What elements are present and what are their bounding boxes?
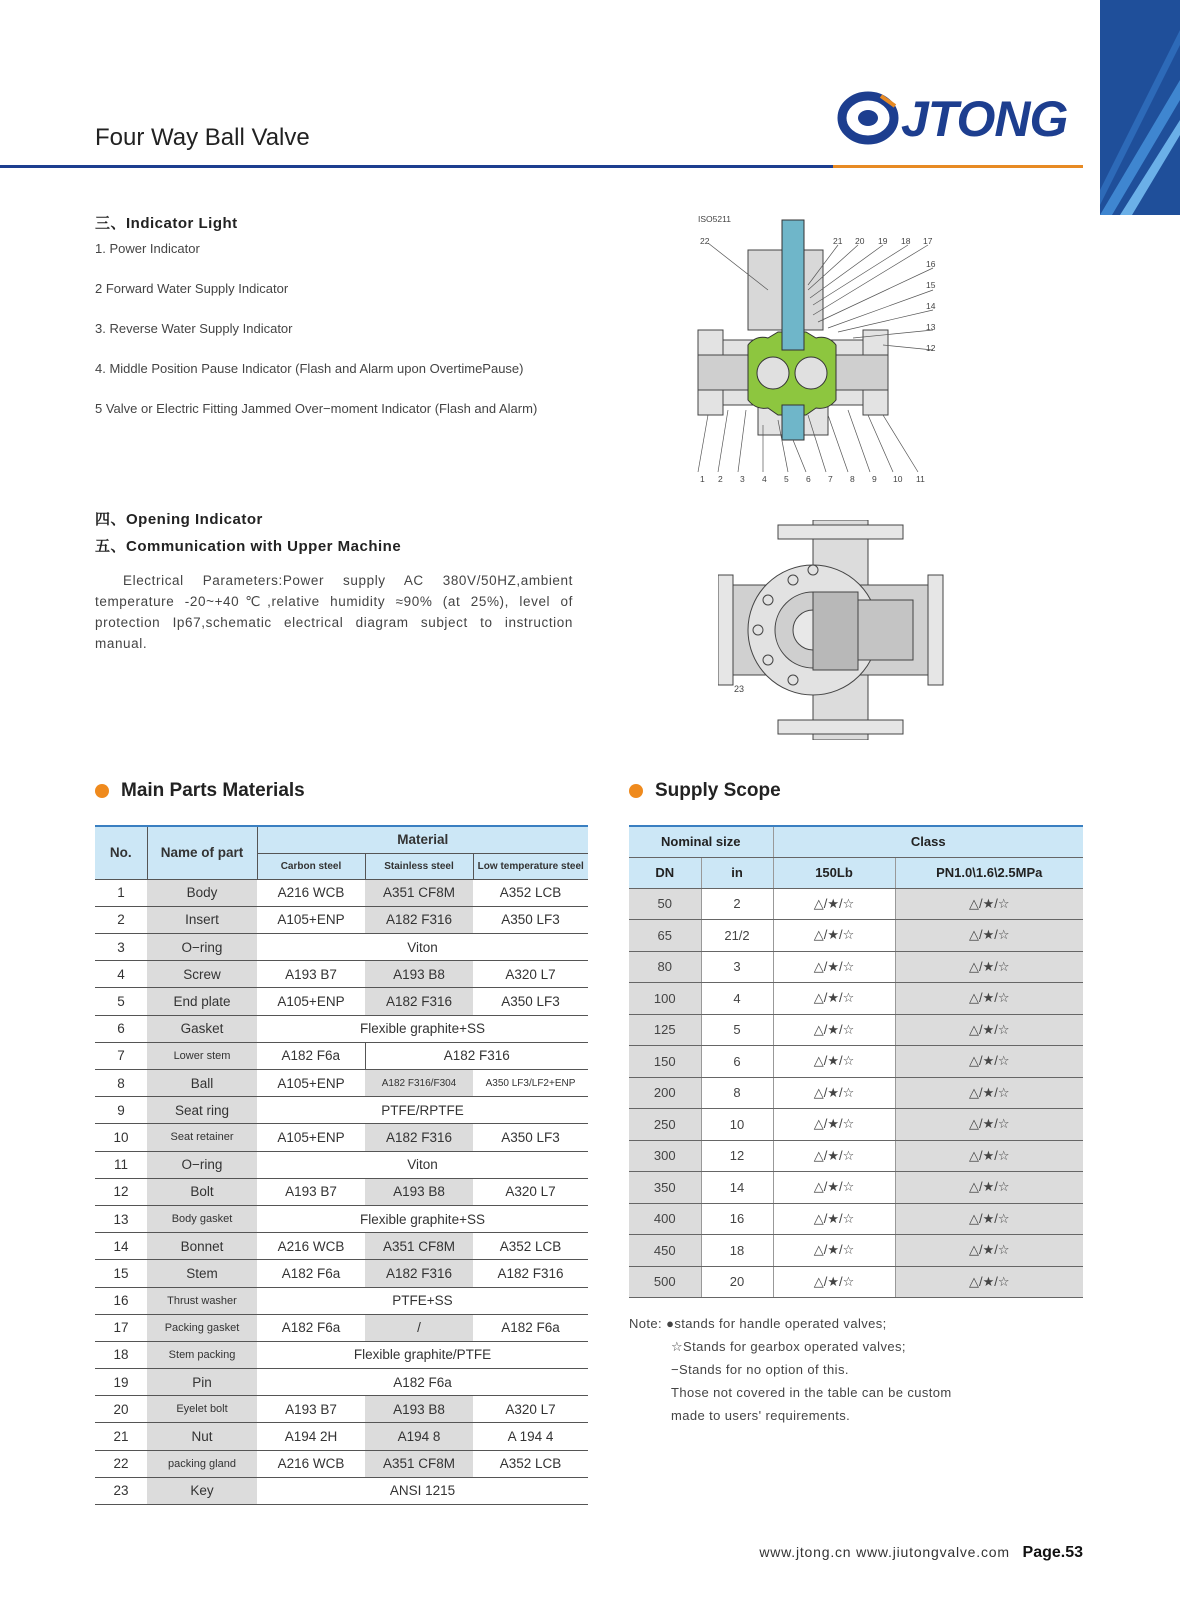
cell-low-temp: A350 LF3/LF2+ENP — [473, 1070, 588, 1097]
callout-label: 15 — [926, 280, 936, 290]
page-title: Four Way Ball Valve — [95, 124, 310, 151]
cell-in: 6 — [701, 1046, 773, 1078]
corner-stripe-graphic — [1100, 0, 1180, 215]
cell-pn: △/★/☆ — [895, 1140, 1083, 1172]
cell-stainless: A182 F316 — [365, 1260, 473, 1287]
parts-materials-table — [95, 825, 588, 1505]
callout-label: 10 — [893, 474, 903, 484]
cell-stainless: A182 F316 — [365, 1124, 473, 1151]
cell-name: Seat ring — [147, 1097, 257, 1124]
header-rule-orange — [833, 165, 1083, 168]
cell-low-temp: A350 LF3 — [473, 906, 588, 933]
section-title-text: Supply Scope — [655, 780, 781, 801]
cell-low-temp: A320 L7 — [473, 1178, 588, 1205]
cell-name: Bolt — [147, 1178, 257, 1205]
cell-pn: △/★/☆ — [895, 1014, 1083, 1046]
col-header-low-temp: Low temperature steel — [473, 853, 588, 879]
cell-carbon: A193 B7 — [257, 1178, 365, 1205]
table-row — [95, 988, 588, 1015]
supply-table-body — [629, 888, 1083, 1298]
table-row — [95, 1314, 588, 1341]
cell-dn: 300 — [629, 1140, 701, 1172]
cell-material-span: Flexible graphite/PTFE — [257, 1341, 588, 1368]
parts-table-body — [95, 879, 588, 1504]
col-header-stainless: Stainless steel — [365, 853, 473, 879]
callout-label: 11 — [916, 474, 925, 484]
table-row — [629, 1172, 1083, 1204]
cell-no: 8 — [95, 1070, 147, 1097]
cell-stainless: A351 CF8M — [365, 879, 473, 906]
cell-no: 18 — [95, 1341, 147, 1368]
cell-150lb: △/★/☆ — [773, 983, 895, 1015]
cell-no: 15 — [95, 1260, 147, 1287]
cell-carbon: A216 WCB — [257, 1450, 365, 1477]
cell-pn: △/★/☆ — [895, 983, 1083, 1015]
table-row — [95, 1178, 588, 1205]
cell-no: 21 — [95, 1423, 147, 1450]
cell-in: 10 — [701, 1109, 773, 1141]
bullet-icon — [629, 784, 643, 798]
cell-dn: 500 — [629, 1266, 701, 1298]
opening-indicator-heading: 四、Opening Indicator — [95, 511, 263, 528]
cell-150lb: △/★/☆ — [773, 951, 895, 983]
cell-150lb: △/★/☆ — [773, 1235, 895, 1267]
cell-name: Ball — [147, 1070, 257, 1097]
cell-pn: △/★/☆ — [895, 1046, 1083, 1078]
table-row — [629, 983, 1083, 1015]
cell-name: End plate — [147, 988, 257, 1015]
note-line: ☆Stands for gearbox operated valves; — [671, 1339, 906, 1354]
cell-dn: 450 — [629, 1235, 701, 1267]
cell-stainless: A351 CF8M — [365, 1450, 473, 1477]
table-row — [95, 1151, 588, 1178]
electrical-parameters-text: Electrical Parameters:Power supply AC 380V/50HZ,ambient temperature -20~+40℃,relative humidity ≈90% (at 25%), level of protection Ip67,schematic electrical diagram subject to instruction manual. — [95, 573, 573, 651]
cell-low-temp: A352 LCB — [473, 879, 588, 906]
table-row — [95, 1423, 588, 1450]
cell-150lb: △/★/☆ — [773, 1203, 895, 1235]
table-row — [629, 1077, 1083, 1109]
cell-low-temp: A350 LF3 — [473, 988, 588, 1015]
table-row — [95, 1341, 588, 1368]
callout-label: 20 — [855, 236, 865, 246]
cell-name: Stem packing — [147, 1341, 257, 1368]
cell-150lb: △/★/☆ — [773, 1046, 895, 1078]
cell-no: 13 — [95, 1205, 147, 1232]
table-row — [95, 1042, 588, 1069]
cell-dn: 100 — [629, 983, 701, 1015]
col-header-pn: PN1.0\1.6\2.5MPa — [895, 857, 1083, 888]
cell-in: 4 — [701, 983, 773, 1015]
cell-no: 3 — [95, 934, 147, 961]
callout-label: 12 — [926, 343, 936, 353]
callout-label: 4 — [762, 474, 767, 484]
section-title-text: Main Parts Materials — [121, 780, 305, 801]
cell-150lb: △/★/☆ — [773, 888, 895, 920]
cell-pn: △/★/☆ — [895, 1109, 1083, 1141]
cell-dn: 125 — [629, 1014, 701, 1046]
cell-no: 4 — [95, 961, 147, 988]
table-row — [95, 1369, 588, 1396]
cell-carbon: A216 WCB — [257, 879, 365, 906]
table-row — [95, 906, 588, 933]
supply-scope-title — [629, 780, 781, 802]
cell-no: 22 — [95, 1450, 147, 1477]
callout-label: 21 — [833, 236, 843, 246]
callout-label: 23 — [734, 684, 745, 694]
table-row — [629, 1203, 1083, 1235]
cell-no: 6 — [95, 1015, 147, 1042]
cell-material-span: Viton — [257, 1151, 588, 1178]
cell-carbon: A193 B7 — [257, 961, 365, 988]
cell-stainless: A182 F316 — [365, 988, 473, 1015]
cell-no: 7 — [95, 1042, 147, 1069]
note-line: Note: ●stands for handle operated valves; — [629, 1316, 887, 1331]
callout-label: 5 — [784, 474, 789, 484]
cell-name: Lower stem — [147, 1042, 257, 1069]
cell-material-span: A182 F316 — [365, 1042, 588, 1069]
cell-name: Stem — [147, 1260, 257, 1287]
table-row — [629, 1046, 1083, 1078]
table-row — [629, 888, 1083, 920]
cell-low-temp: A352 LCB — [473, 1233, 588, 1260]
table-row — [95, 1233, 588, 1260]
table-row — [95, 1477, 588, 1504]
cell-stainless: / — [365, 1314, 473, 1341]
callout-label: 1 — [700, 474, 705, 484]
footer-urls: www.jtong.cn www.jiutongvalve.com — [759, 1544, 1010, 1560]
cell-carbon: A105+ENP — [257, 1124, 365, 1151]
table-row — [95, 1396, 588, 1423]
cell-150lb: △/★/☆ — [773, 1077, 895, 1109]
cell-name: Thrust washer — [147, 1287, 257, 1314]
cell-carbon: A105+ENP — [257, 988, 365, 1015]
cell-carbon: A182 F6a — [257, 1260, 365, 1287]
cell-no: 19 — [95, 1369, 147, 1396]
cell-material-span: Viton — [257, 934, 588, 961]
cell-low-temp: A182 F316 — [473, 1260, 588, 1287]
cell-dn: 200 — [629, 1077, 701, 1109]
cell-material-span: Flexible graphite+SS — [257, 1015, 588, 1042]
cell-in: 21/2 — [701, 920, 773, 952]
cell-no: 20 — [95, 1396, 147, 1423]
table-row — [95, 1015, 588, 1042]
callout-label: 13 — [926, 322, 936, 332]
cell-material-span: ANSI 1215 — [257, 1477, 588, 1504]
indicator-item: 1. Power Indicator — [95, 241, 200, 256]
cell-pn: △/★/☆ — [895, 1077, 1083, 1109]
table-row — [629, 920, 1083, 952]
cell-pn: △/★/☆ — [895, 920, 1083, 952]
callout-label: 9 — [872, 474, 877, 484]
col-header-in: in — [701, 857, 773, 888]
indicator-item: 5 Valve or Electric Fitting Jammed Over−moment Indicator (Flash and Alarm) — [95, 401, 538, 416]
cell-pn: △/★/☆ — [895, 888, 1083, 920]
cell-low-temp: A350 LF3 — [473, 1124, 588, 1151]
cell-150lb: △/★/☆ — [773, 1109, 895, 1141]
cell-name: Body gasket — [147, 1205, 257, 1232]
indicator-light-heading: 三、Indicator Light — [95, 215, 238, 232]
bullet-icon — [95, 784, 109, 798]
cell-no: 14 — [95, 1233, 147, 1260]
cell-no: 16 — [95, 1287, 147, 1314]
cell-dn: 350 — [629, 1172, 701, 1204]
main-parts-materials-title — [95, 780, 305, 802]
cell-pn: △/★/☆ — [895, 1266, 1083, 1298]
iso-label: ISO5211 — [698, 214, 731, 224]
cell-pn: △/★/☆ — [895, 951, 1083, 983]
table-row — [95, 1260, 588, 1287]
note-line: Those not covered in the table can be custom — [671, 1385, 952, 1400]
col-header-name: Name of part — [147, 826, 257, 879]
callout-label: 22 — [700, 236, 710, 246]
callout-label: 3 — [740, 474, 745, 484]
cell-stainless: A193 B8 — [365, 1178, 473, 1205]
cell-stainless: A194 8 — [365, 1423, 473, 1450]
col-header-150lb: 150Lb — [773, 857, 895, 888]
page-number: Page.53 — [1022, 1544, 1083, 1561]
table-row — [95, 961, 588, 988]
cell-low-temp: A182 F6a — [473, 1314, 588, 1341]
callout-label: 16 — [926, 259, 936, 269]
col-header-dn: DN — [629, 857, 701, 888]
cell-dn: 250 — [629, 1109, 701, 1141]
cell-carbon: A182 F6a — [257, 1314, 365, 1341]
cell-in: 2 — [701, 888, 773, 920]
cell-in: 3 — [701, 951, 773, 983]
cell-name: O−ring — [147, 1151, 257, 1178]
cell-stainless: A193 B8 — [365, 1396, 473, 1423]
valve-side-view-diagram — [718, 520, 948, 740]
cell-dn: 65 — [629, 920, 701, 952]
cell-carbon: A105+ENP — [257, 906, 365, 933]
callout-label: 7 — [828, 474, 833, 484]
indicator-item: 4. Middle Position Pause Indicator (Flash and Alarm upon OvertimePause) — [95, 361, 524, 376]
cell-stainless: A351 CF8M — [365, 1233, 473, 1260]
logo-text: JTONG — [901, 91, 1068, 147]
cell-material-span: PTFE+SS — [257, 1287, 588, 1314]
cell-carbon: A194 2H — [257, 1423, 365, 1450]
table-row — [629, 1014, 1083, 1046]
cell-in: 14 — [701, 1172, 773, 1204]
cell-name: Nut — [147, 1423, 257, 1450]
cell-150lb: △/★/☆ — [773, 1014, 895, 1046]
cell-150lb: △/★/☆ — [773, 920, 895, 952]
col-header-nominal-size: Nominal size — [629, 826, 773, 857]
cell-low-temp: A 194 4 — [473, 1423, 588, 1450]
cell-in: 18 — [701, 1235, 773, 1267]
cell-no: 17 — [95, 1314, 147, 1341]
cell-no: 9 — [95, 1097, 147, 1124]
cell-name: Insert — [147, 906, 257, 933]
table-row — [95, 1124, 588, 1151]
indicator-item: 3. Reverse Water Supply Indicator — [95, 321, 293, 336]
callout-label: 2 — [718, 474, 723, 484]
cell-name: Seat retainer — [147, 1124, 257, 1151]
cell-no: 12 — [95, 1178, 147, 1205]
cell-150lb: △/★/☆ — [773, 1140, 895, 1172]
cell-name: Body — [147, 879, 257, 906]
header-rule-blue — [0, 165, 833, 168]
cell-carbon: A216 WCB — [257, 1233, 365, 1260]
cell-no: 10 — [95, 1124, 147, 1151]
cell-dn: 50 — [629, 888, 701, 920]
note-line: made to users' requirements. — [671, 1408, 851, 1423]
cell-in: 20 — [701, 1266, 773, 1298]
col-header-no: No. — [95, 826, 147, 879]
cell-dn: 400 — [629, 1203, 701, 1235]
callout-label: 8 — [850, 474, 855, 484]
callout-label: 17 — [923, 236, 933, 246]
table-row — [629, 1266, 1083, 1298]
valve-section-diagram — [688, 210, 948, 495]
cell-name: Pin — [147, 1369, 257, 1396]
col-header-class: Class — [773, 826, 1083, 857]
cell-150lb: △/★/☆ — [773, 1266, 895, 1298]
cell-name: Packing gasket — [147, 1314, 257, 1341]
cell-pn: △/★/☆ — [895, 1172, 1083, 1204]
cell-pn: △/★/☆ — [895, 1235, 1083, 1267]
cell-material-span: PTFE/RPTFE — [257, 1097, 588, 1124]
col-header-material: Material — [257, 826, 588, 853]
cell-carbon: A182 F6a — [257, 1042, 365, 1069]
cell-in: 16 — [701, 1203, 773, 1235]
cell-material-span: A182 F6a — [257, 1369, 588, 1396]
cell-stainless: A182 F316/F304 — [365, 1070, 473, 1097]
table-row — [95, 1070, 588, 1097]
table-row — [95, 1450, 588, 1477]
cell-pn: △/★/☆ — [895, 1203, 1083, 1235]
cell-low-temp: A320 L7 — [473, 1396, 588, 1423]
cell-name: Screw — [147, 961, 257, 988]
callout-label: 6 — [806, 474, 811, 484]
table-row — [629, 951, 1083, 983]
indicator-item: 2 Forward Water Supply Indicator — [95, 281, 289, 296]
cell-name: Key — [147, 1477, 257, 1504]
brand-logo — [833, 78, 1083, 158]
cell-low-temp: A352 LCB — [473, 1450, 588, 1477]
cell-name: O−ring — [147, 934, 257, 961]
communication-heading: 五、Communication with Upper Machine — [95, 538, 402, 555]
table-row — [95, 879, 588, 906]
cell-no: 1 — [95, 879, 147, 906]
cell-dn: 150 — [629, 1046, 701, 1078]
table-row — [629, 1109, 1083, 1141]
cell-in: 12 — [701, 1140, 773, 1172]
cell-carbon: A193 B7 — [257, 1396, 365, 1423]
cell-dn: 80 — [629, 951, 701, 983]
cell-150lb: △/★/☆ — [773, 1172, 895, 1204]
cell-low-temp: A320 L7 — [473, 961, 588, 988]
cell-stainless: A193 B8 — [365, 961, 473, 988]
table-row — [95, 1205, 588, 1232]
cell-no: 11 — [95, 1151, 147, 1178]
note-line: −Stands for no option of this. — [671, 1362, 849, 1377]
table-row — [95, 934, 588, 961]
cell-no: 23 — [95, 1477, 147, 1504]
col-header-carbon: Carbon steel — [257, 853, 365, 879]
callout-label: 14 — [926, 301, 936, 311]
table-row — [95, 1097, 588, 1124]
cell-material-span: Flexible graphite+SS — [257, 1205, 588, 1232]
page-footer — [759, 1544, 1083, 1562]
cell-name: Bonnet — [147, 1233, 257, 1260]
callout-label: 18 — [901, 236, 911, 246]
cell-name: Eyelet bolt — [147, 1396, 257, 1423]
cell-no: 5 — [95, 988, 147, 1015]
cell-name: Gasket — [147, 1015, 257, 1042]
callout-label: 19 — [878, 236, 888, 246]
supply-notes — [629, 1312, 952, 1427]
cell-in: 5 — [701, 1014, 773, 1046]
table-row — [95, 1287, 588, 1314]
cell-name: packing gland — [147, 1450, 257, 1477]
supply-scope-table — [629, 825, 1083, 1298]
cell-stainless: A182 F316 — [365, 906, 473, 933]
cell-in: 8 — [701, 1077, 773, 1109]
table-row — [629, 1235, 1083, 1267]
cell-carbon: A105+ENP — [257, 1070, 365, 1097]
table-row — [629, 1140, 1083, 1172]
cell-no: 2 — [95, 906, 147, 933]
